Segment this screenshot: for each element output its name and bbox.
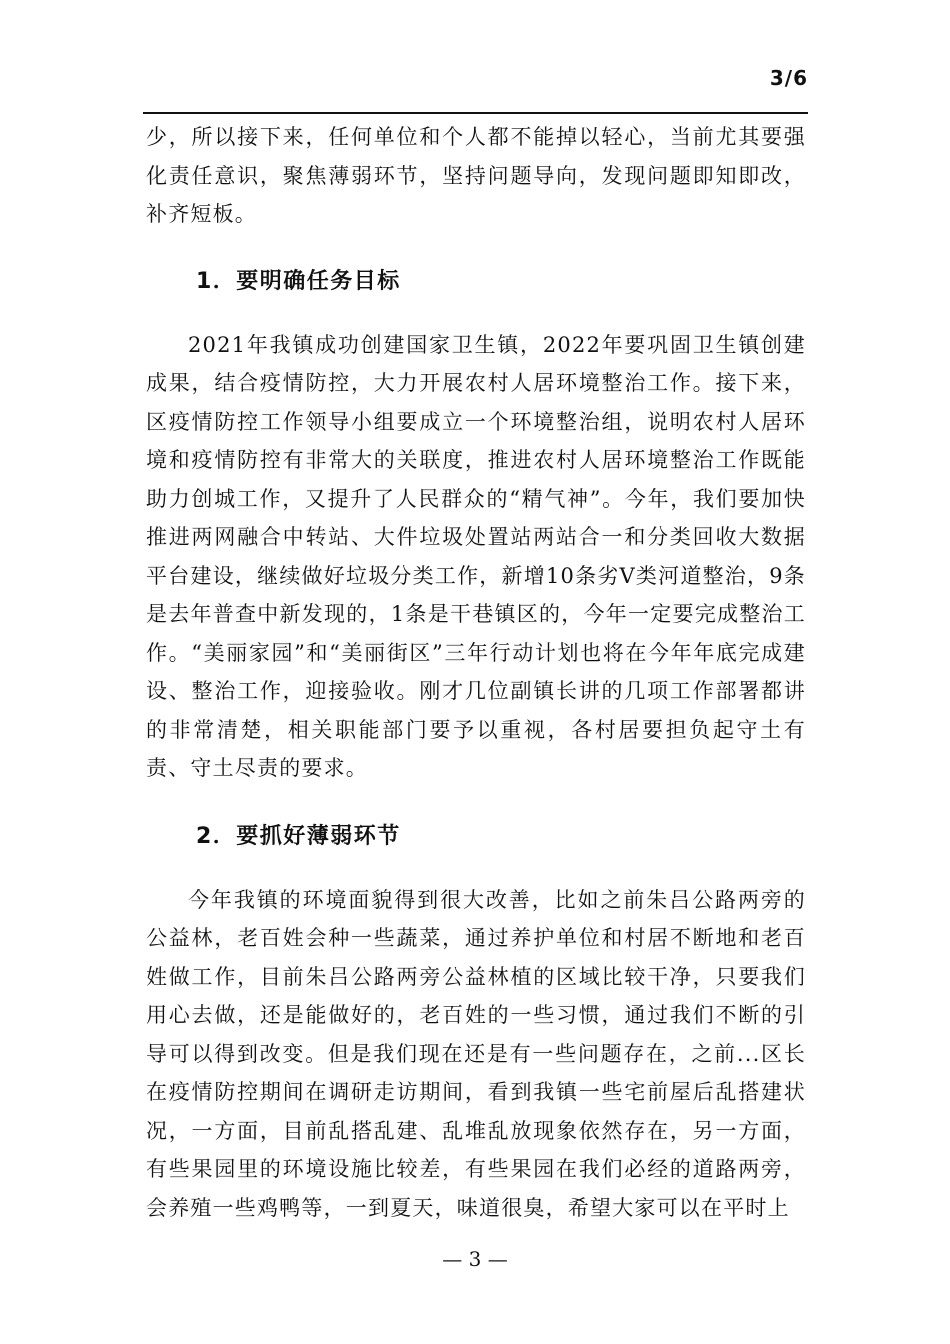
- section-heading-2: 2．要抓好薄弱环节: [196, 823, 401, 849]
- paragraph-continuation: 少，所以接下来，任何单位和个人都不能掉以轻心，当前尤其要强化责任意识，聚焦薄弱环节，坚持问题导向，发现问题即知即改，补齐短板。: [146, 125, 806, 226]
- paragraph-weak-links: 今年我镇的环境面貌得到很大改善，比如之前朱吕公路两旁的公益林，老百姓会种一些蔬菜，通过养护单位和村居不断地和老百姓做工作，目前朱吕公路两旁公益林植的区域比较干净，只要我们用心去做，还是能做好的，老百姓的一些习惯，通过我们不断的引导可以得到改变。但是我们现在还是有一些问题存在，之前...区长在疫情防控期间在调研走访期间，看到我镇一些宅前屋后乱搭建状况，一方面，目前乱搭乱建、乱堆乱放现象依然存在，另一方面，有些果园里的环境设施比较差，有些果园在我们必经的道路两旁，会养殖一些鸡鸭等，一到夏天，味道很臭，希望大家可以在平时上: [146, 887, 806, 1220]
- page-number-footer: — 3 —: [442, 1247, 508, 1271]
- header-divider: [143, 112, 808, 114]
- section-heading-1: 1．要明确任务目标: [196, 268, 401, 294]
- document-body: [146, 118, 806, 1227]
- paragraph-task-goals: 2021年我镇成功创建国家卫生镇，2022年要巩固卫生镇创建成果，结合疫情防控，大力开展农村人居环境整治工作。接下来，区疫情防控工作领导小组要成立一个环境整治组，说明农村人居环境和疫情防控有非常大的关联度，推进农村人居环境整治工作既能助力创城工作，又提升了人民群众的“精气神”。今年，我们要加快推进两网融合中转站、大件垃圾处置站两站合一和分类回收大数据平台建设，继续做好垃圾分类工作，新增10条劣V类河道整治，9条是去年普查中新发现的，1条是干巷镇区的，今年一定要完成整治工作。“美丽家园”和“美丽街区”三年行动计划也将在今年年底完成建设、整治工作，迎接验收。刚才几位副镇长讲的几项工作部署都讲的非常清楚，相关职能部门要予以重视，各村居要担负起守土有责、守土尽责的要求。: [146, 332, 806, 780]
- page-indicator: 3/6: [769, 66, 808, 90]
